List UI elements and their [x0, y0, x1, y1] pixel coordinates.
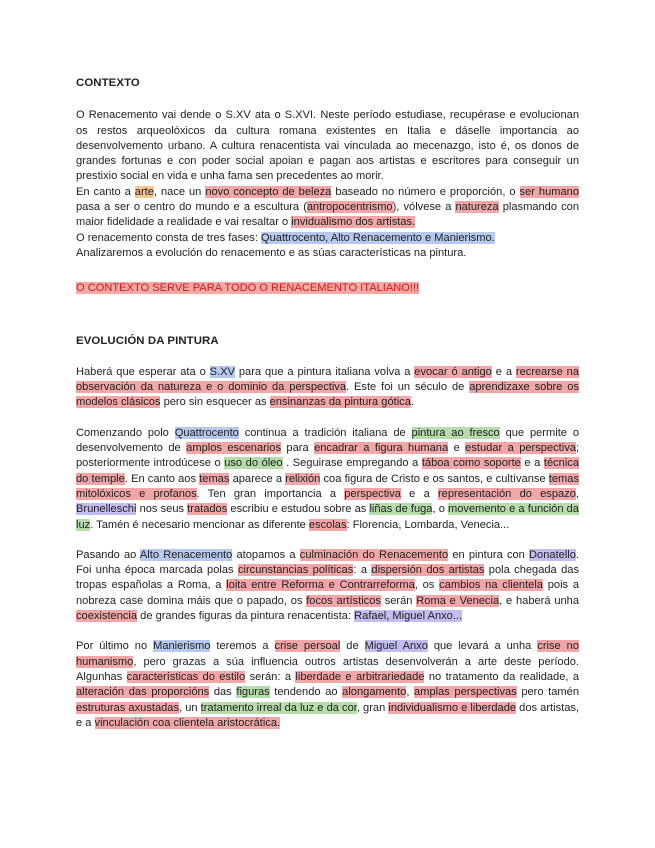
highlight-blue: Alto Renacemento — [139, 548, 233, 561]
text-run: de — [340, 640, 365, 653]
text-run: no tratamento da realidade, a — [424, 670, 580, 683]
text-run: que levará a unha — [427, 640, 538, 653]
text-run: . Este foi un século de — [346, 381, 470, 394]
text-run: pois a nobreza case domina máis que o papado, os — [76, 579, 580, 607]
evolucion-paragraph-3 — [76, 548, 579, 624]
text-run: , nace un — [153, 185, 206, 198]
highlight-red: tratados — [187, 503, 228, 516]
highlight-red: escolas — [308, 518, 347, 531]
text-run: nos seus — [136, 503, 188, 516]
highlight-red: vinculación coa clientela aristocrática. — [94, 716, 281, 729]
evolucion-paragraph-4 — [76, 639, 579, 731]
text-run: dos artistas, e a — [76, 701, 580, 729]
evolucion-paragraph-1 — [76, 365, 579, 411]
text-run: e a — [491, 365, 516, 378]
text-run: , pero grazas a súa influencia outros artistas desenvolverán a arte deste período. Algunhas — [76, 655, 579, 683]
text-run: para que a pintura italiana volva a — [234, 365, 415, 378]
contexto-paragraph-1: O Renacemento vai dende o S.XV ata o S.XVI. Neste período estudiase, recupérase e evolucionan os restos arqueolóxicos da cultura romana existentes en Italia e dáselle importancia ao desenvolvemento urbano. A cultura renacentista vai vinculada ao mecenazgo, isto é, os donos de grandes fortunas e con poder social apoian e pagan aos artistas e escritores para conseguir un prestixio social en vida e unha fama sen precedentes ao morir. — [76, 109, 579, 183]
text-run: , — [575, 487, 579, 500]
highlight-red: cambios na clientela — [439, 579, 543, 592]
highlight-red: antropocentrismo — [306, 201, 393, 214]
highlight-red: temas — [199, 472, 230, 485]
highlight-red: alteración das proporcións — [76, 686, 210, 699]
text-run: e a — [400, 487, 438, 500]
text-run: atopamos a — [232, 548, 300, 561]
highlight-red: liberdade e arbitrariedade — [295, 670, 425, 683]
highlight-green: liñas de fuga — [369, 503, 433, 516]
highlight-red: amplos escenarios — [186, 442, 281, 455]
highlight-red: táboa como soporte — [421, 457, 521, 470]
highlight-red: relixión — [285, 472, 321, 485]
text-run: . En canto aos — [124, 472, 200, 485]
text-run: das — [209, 686, 237, 699]
text-run: , gran — [356, 701, 389, 714]
highlight-red: invidualismo dos artistas. — [291, 216, 416, 229]
text-run: Haberá que esperar ata o — [76, 365, 210, 378]
highlight-red: ensinanzas da pintura gótica — [269, 396, 411, 409]
text-run: : a — [353, 564, 372, 577]
text-run: pero tamén — [516, 686, 580, 699]
text-run: teremos a — [210, 640, 275, 653]
text-run: , o — [432, 503, 449, 516]
highlight-red: perspectiva — [344, 487, 401, 500]
highlight-blue: Quattrocento, Alto Renacemento e Manierismo. — [261, 231, 495, 244]
text-run: que permite o desenvolvemento de — [76, 426, 579, 455]
text-run: ), vólvese a — [392, 201, 456, 214]
section-heading-evolucion: EVOLUCIÓN DA PINTURA — [76, 334, 219, 347]
alert-highlight: O CONTEXTO SERVE PARA TODO O RENACEMENTO ITALIANO!!! — [76, 282, 420, 295]
highlight-red: focos artísticos — [306, 594, 381, 607]
text-run: ; posteriormente introdúcese o — [76, 442, 580, 470]
text-run: , un — [179, 701, 201, 714]
text-run: : Florencia, Lombarda, Venecia... — [346, 518, 510, 531]
text-run: . Seguirase empregando a — [282, 457, 422, 470]
text-run: continua a tradición italiana de — [238, 426, 412, 439]
text-run: , e haberá unha — [499, 594, 579, 607]
highlight-red: técnica do temple — [76, 457, 580, 485]
text-run: Comenzando polo — [76, 426, 175, 439]
highlight-red: dispersión dos artistas — [371, 564, 485, 577]
highlight-orange: arte — [134, 185, 154, 198]
highlight-blue: Quattrocento — [174, 426, 239, 439]
highlight-red: crise no humanismo — [76, 640, 579, 668]
highlight-red: estudar a perspectiva — [465, 442, 576, 455]
text-run: escribiu e estudou sobre as — [227, 503, 370, 516]
text-run: . Foi unha época marcada polas — [76, 548, 580, 577]
text-run: pasa a ser o centro do mundo e a escultura ( — [76, 201, 307, 214]
highlight-red: representación do espazo — [437, 487, 576, 500]
text-run: . — [410, 396, 414, 409]
highlight-red: amplas perspectivas — [414, 686, 517, 699]
text-run: , — [406, 686, 415, 699]
text-run: e a — [520, 457, 544, 470]
text-run: coa figura de Cristo e os santos, e cultívanse — [320, 472, 549, 485]
section-heading-contexto: CONTEXTO — [76, 77, 140, 89]
highlight-red: aprendizaxe sobre os modelos clásicos — [76, 381, 579, 409]
text-run: para — [281, 442, 315, 455]
text-run: serán: a — [245, 670, 296, 683]
text-run: baseado no número e proporción, o — [331, 185, 520, 198]
contexto-paragraph-3 — [76, 231, 579, 246]
highlight-purple: Miguel Anxo — [364, 640, 428, 653]
highlight-red: temas mitolóxicos e profanos — [76, 472, 579, 500]
text-run: serán — [380, 594, 417, 607]
highlight-blue: Manierismo — [153, 640, 211, 653]
contexto-paragraph-4: Analizaremos a evolución do renacemento e as súas características na pintura. — [76, 246, 467, 259]
text-run: , os — [414, 579, 440, 592]
highlight-red: coexistencia — [76, 610, 138, 623]
text-run: Por último no — [76, 640, 154, 653]
text-run: pola chegada das tropas españolas a Roma, a — [76, 564, 580, 592]
highlight-purple: Donatello — [529, 548, 576, 561]
highlight-red: alongamento — [342, 686, 407, 699]
highlight-green: movemento e a función da luz — [76, 503, 579, 531]
highlight-red: características do estilo — [126, 670, 246, 683]
highlight-red: recrearse na observación da natureza e o dominio da perspectiva — [76, 365, 580, 394]
text-run: e — [448, 442, 466, 455]
text-run: de grandes figuras da pintura renacentista: — [137, 610, 355, 623]
evolucion-paragraph-2 — [76, 426, 579, 533]
highlight-purple: Brunelleschi — [76, 503, 137, 516]
text-run: tendendo ao — [269, 686, 343, 699]
contexto-paragraph-2 — [76, 185, 579, 231]
text-run: plasmando con maior fidelidade a realidade e vai resaltar o — [76, 201, 579, 229]
highlight-red: Roma e Venecia — [416, 594, 500, 607]
text-run: . Ten gran importancia a — [196, 487, 345, 500]
highlight-blue: S.XV — [209, 365, 235, 378]
highlight-red: individualismo e liberdade — [388, 701, 517, 714]
highlight-red: novo concepto de beleza — [205, 185, 332, 198]
highlight-green: uso do óleo — [224, 457, 283, 470]
highlight-purple: Rafael, Miguel Anxo... — [354, 610, 463, 623]
highlight-green: figuras — [236, 686, 270, 699]
text-run: pero sin esquecer as — [160, 396, 270, 409]
highlight-red: estruturas axustadas — [76, 701, 180, 714]
highlight-red: culminación do Renacemento — [299, 548, 449, 561]
contexto-alert — [76, 281, 579, 296]
highlight-green: pintura ao fresco — [411, 426, 500, 439]
text-run: En canto a — [76, 185, 135, 198]
text-run: Pasando ao — [76, 548, 140, 561]
highlight-red: evocar ó antigo — [414, 365, 492, 378]
text-run: O renacemento consta de tres fases: — [76, 231, 261, 244]
highlight-red: ser humano — [519, 185, 580, 198]
text-run: aparece a — [229, 472, 286, 485]
highlight-red: loita entre Reforma e Contrarreforma — [226, 579, 415, 592]
highlight-red: encadrar a figura humana — [314, 442, 449, 455]
highlight-red: natureza — [455, 201, 499, 214]
text-run: . Tamén é necesario mencionar as diferente — [90, 518, 309, 531]
highlight-red: circunstancias políticas — [237, 564, 354, 577]
text-run: en pintura con — [448, 548, 530, 561]
highlight-red: crise persoal — [274, 640, 341, 653]
highlight-green: tratamento irreal da luz e da cor — [200, 701, 357, 714]
